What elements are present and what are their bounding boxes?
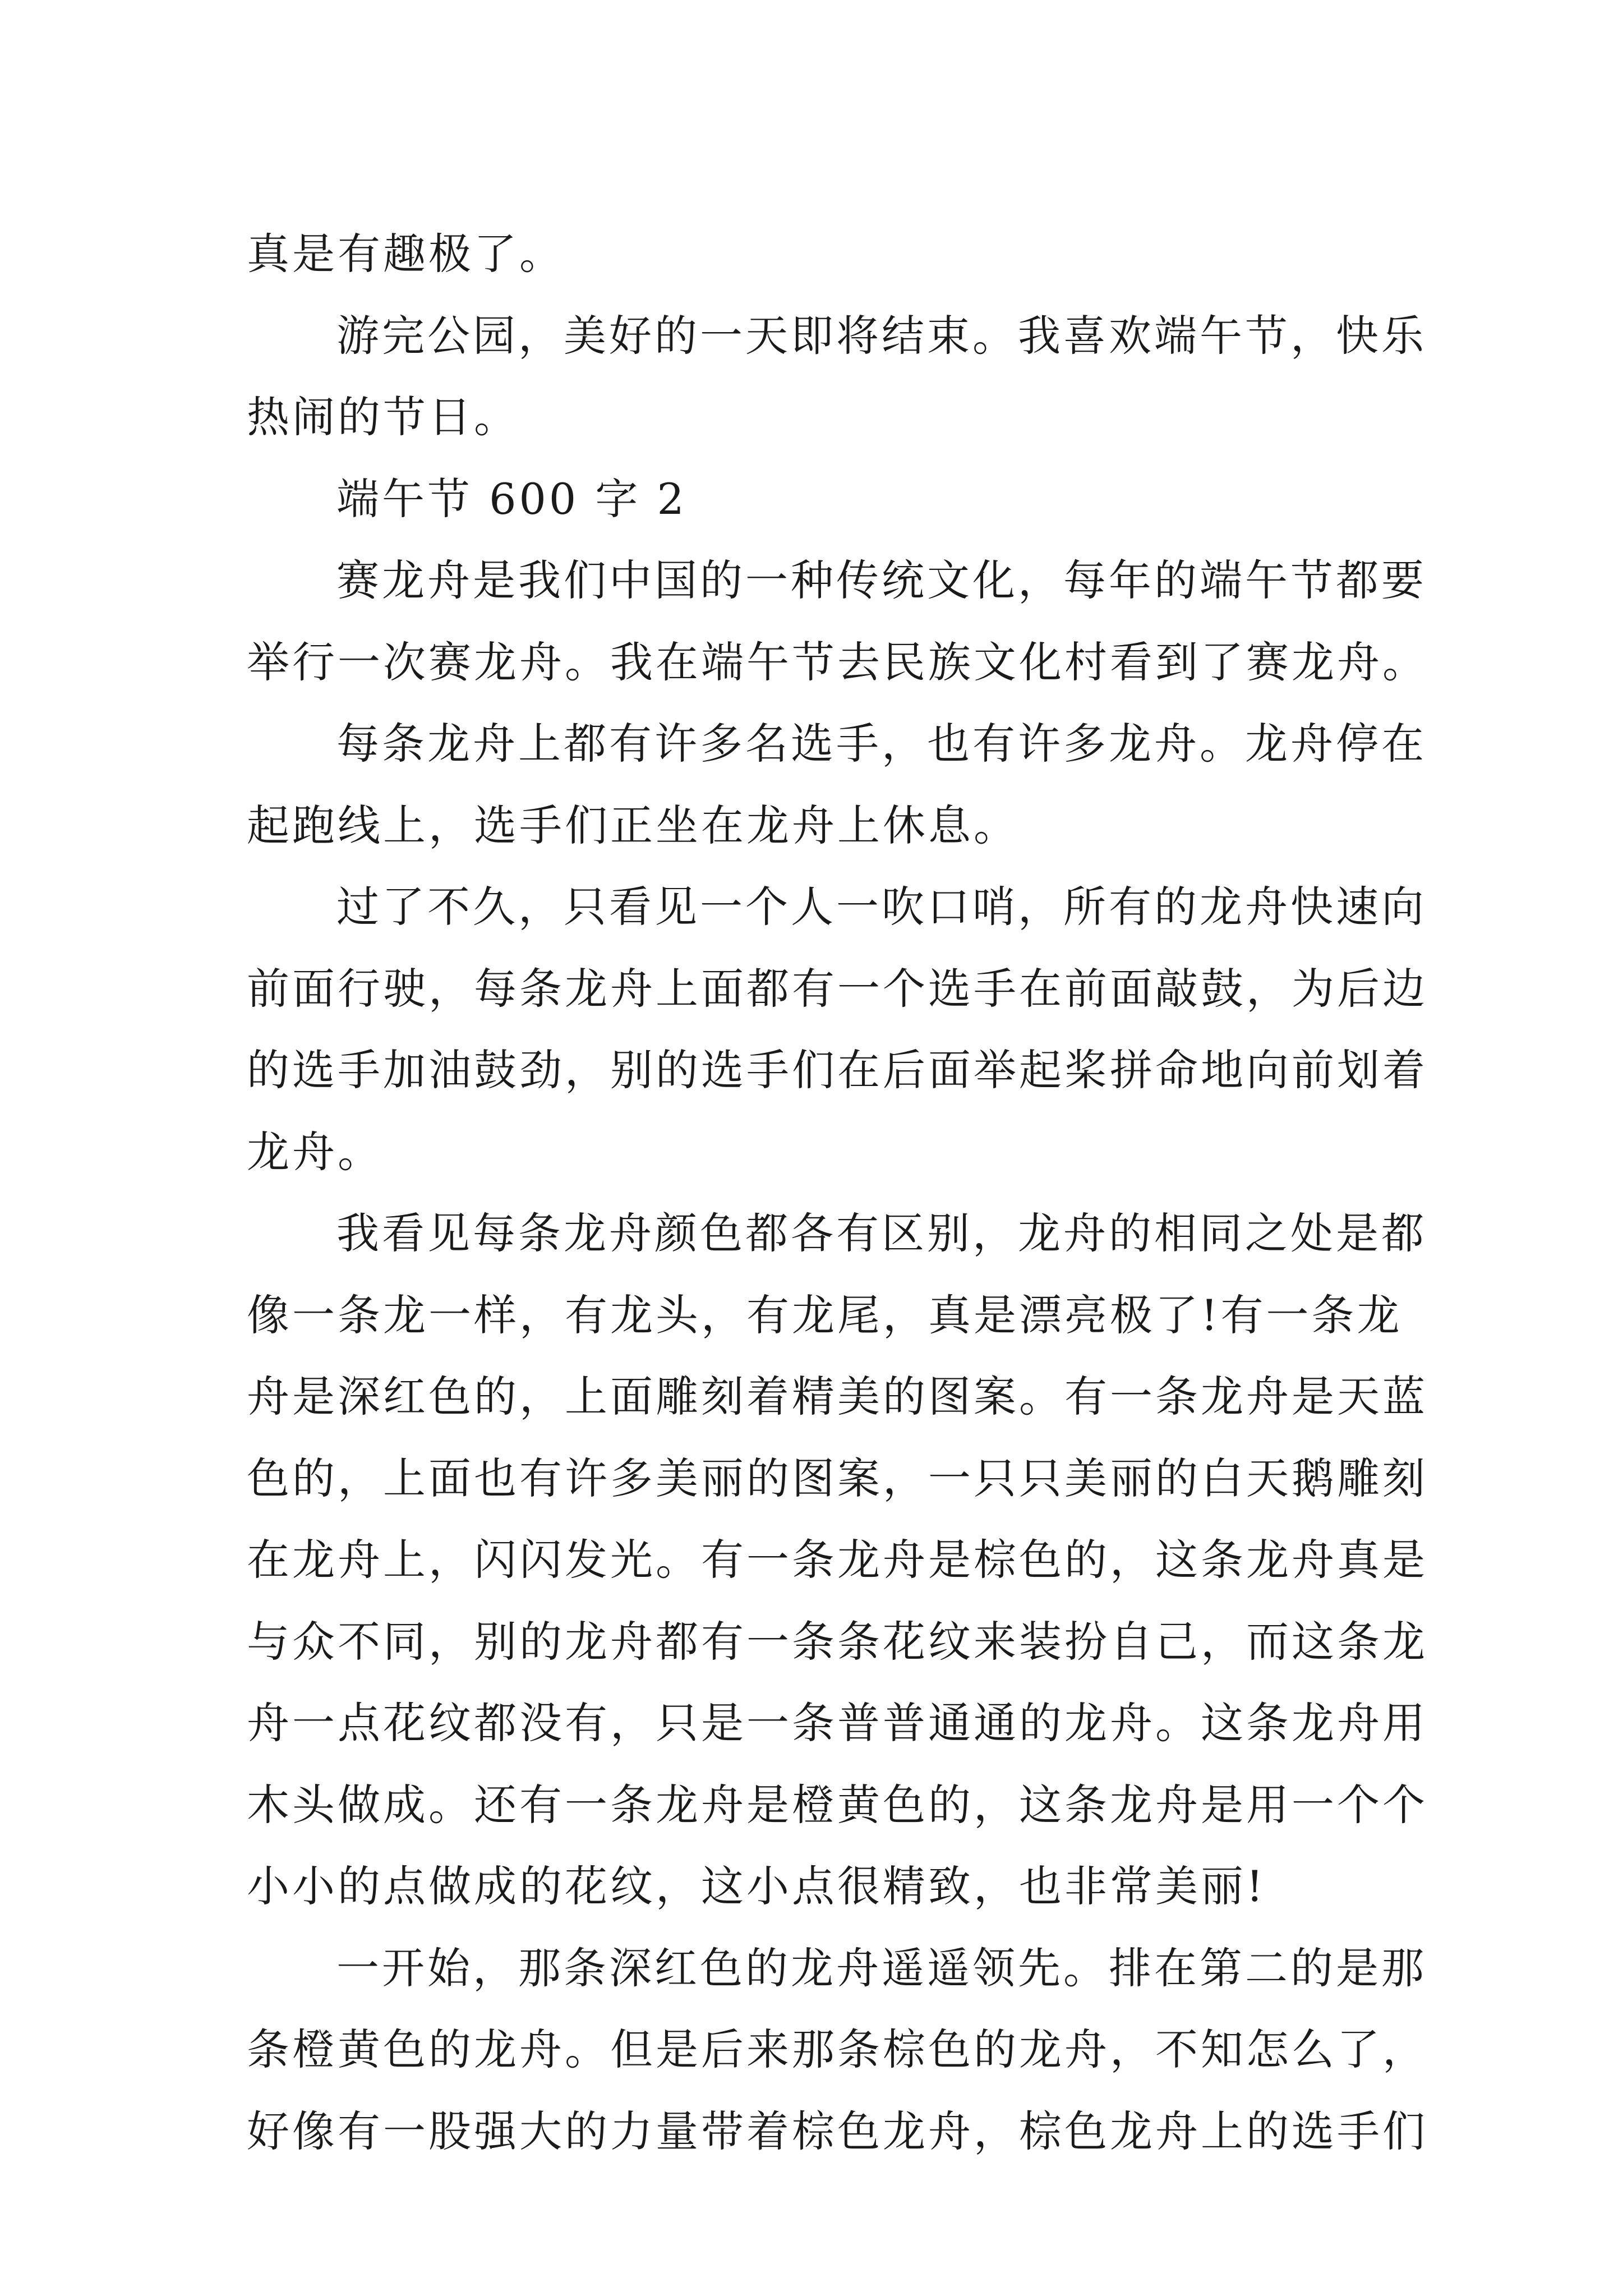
text-line: 真是有趣极了。 xyxy=(247,229,565,279)
text-line: 好像有一股强大的力量带着棕色龙舟，棕色龙舟上的选手们 xyxy=(247,2106,1428,2156)
text-line: 前面行驶，每条龙舟上面都有一个选手在前面敲鼓，为后边 xyxy=(247,963,1428,1014)
paragraph-start-line: 游完公园，美好的一天即将结束。我喜欢端午节，快乐 xyxy=(336,310,1427,361)
text-line: 龙舟。 xyxy=(247,1126,383,1177)
text-line: 木头做成。还有一条龙舟是橙黄色的，这条龙舟是用一个个 xyxy=(247,1779,1428,1830)
text-line: 像一条龙一样，有龙头，有龙尾，真是漂亮极了!有一条龙 xyxy=(247,1290,1403,1340)
text-line: 舟一点花纹都没有，只是一条普普通通的龙舟。这条龙舟用 xyxy=(247,1698,1428,1748)
paragraph-start-line: 赛龙舟是我们中国的一种传统文化，每年的端午节都要 xyxy=(336,555,1427,605)
text-line: 举行一次赛龙舟。我在端午节去民族文化村看到了赛龙舟。 xyxy=(247,637,1428,687)
paragraph-start-line: 一开始，那条深红色的龙舟遥遥领先。排在第二的是那 xyxy=(336,1943,1427,1993)
text-line: 热闹的节日。 xyxy=(247,392,519,442)
text-line: 起跑线上，选手们正坐在龙舟上休息。 xyxy=(247,800,1019,850)
paragraph-start-line: 每条龙舟上都有许多名选手，也有许多龙舟。龙舟停在 xyxy=(336,719,1427,769)
paragraph-start-line: 我看见每条龙舟颜色都各有区别，龙舟的相同之处是都 xyxy=(336,1208,1427,1258)
text-line: 小小的点做成的花纹，这小点很精致，也非常美丽! xyxy=(247,1861,1266,1911)
document-body xyxy=(247,213,1428,2172)
text-line: 的选手加油鼓劲，别的选手们在后面举起桨拼命地向前划着 xyxy=(247,1045,1428,1095)
text-line: 舟是深红色的，上面雕刻着精美的图案。有一条龙舟是天蓝 xyxy=(247,1372,1428,1421)
paragraph-start-line: 过了不久，只看见一个人一吹口哨，所有的龙舟快速向 xyxy=(336,882,1427,932)
text-line: 色的，上面也有许多美丽的图案，一只只美丽的白天鹅雕刻 xyxy=(247,1453,1428,1503)
section-heading: 端午节 600 字 2 xyxy=(336,473,687,524)
text-line: 在龙舟上，闪闪发光。有一条龙舟是棕色的，这条龙舟真是 xyxy=(247,1535,1428,1585)
text-line: 与众不同，别的龙舟都有一条条花纹来装扮自己，而这条龙 xyxy=(247,1616,1428,1667)
text-line: 条橙黄色的龙舟。但是后来那条棕色的龙舟，不知怎么了， xyxy=(247,2024,1428,2074)
